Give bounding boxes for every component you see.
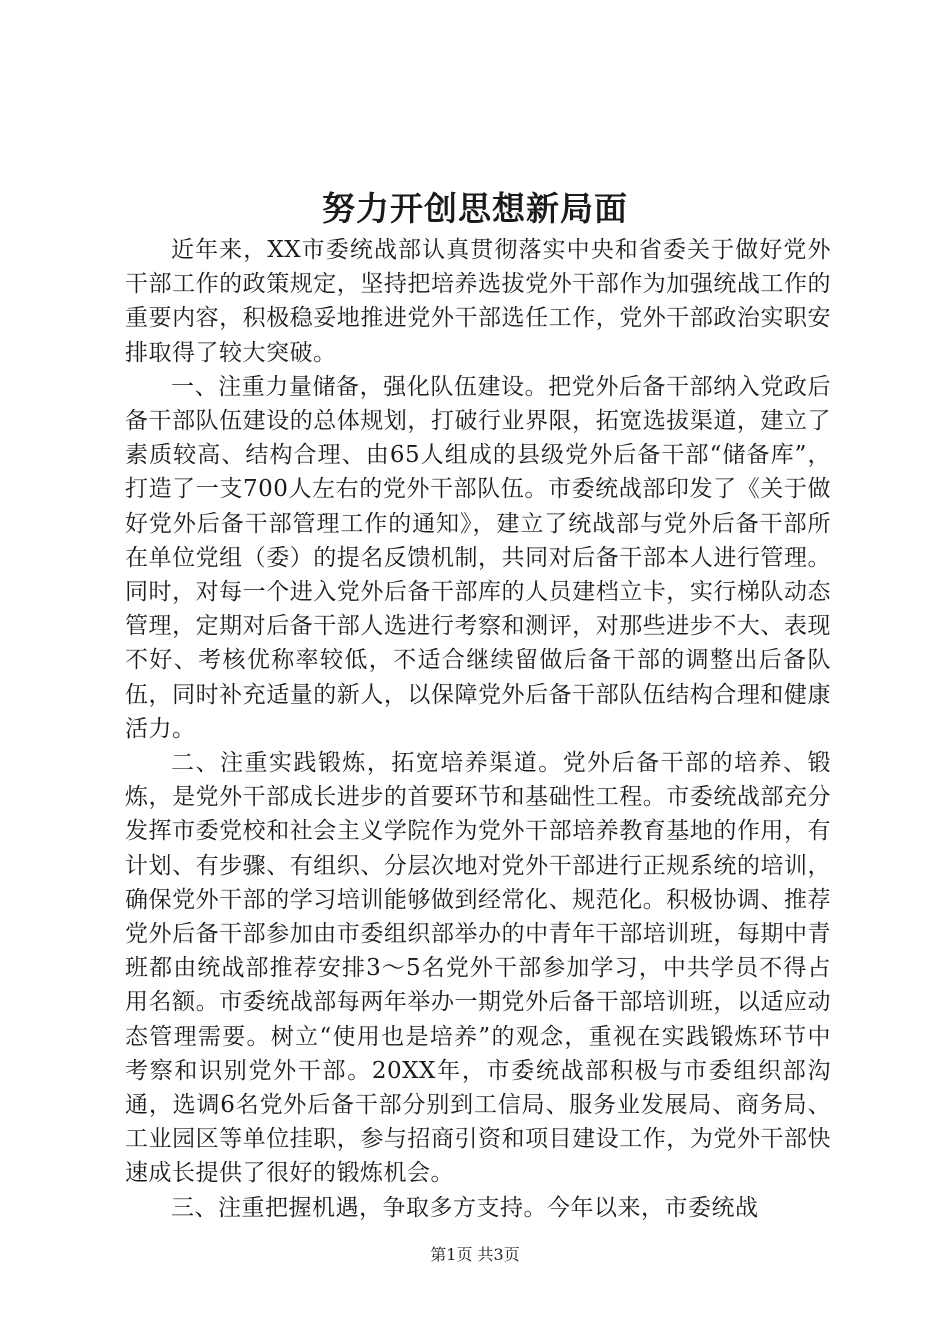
paragraph-intro: 近年来，XX市委统战部认真贯彻落实中央和省委关于做好党外干部工作的政策规定，坚持把培养选拔党外干部作为加强统战工作的重要内容，积极稳妥地推进党外干部选任工作，党外干部政治实职安排取得了较大突破。 xyxy=(125,237,831,366)
document-title: 努力开创思想新局面 xyxy=(322,189,628,228)
document-body xyxy=(125,233,831,1225)
paragraph-section-1: 一、注重力量储备，强化队伍建设。把党外后备干部纳入党政后备干部队伍建设的总体规划，打破行业界限，拓宽选拔渠道，建立了素质较高、结构合理、由65人组成的县级党外后备干部“储备库”，打造了一支700人左右的党外干部队伍。市委统战部印发了《关于做好党外后备干部管理工作的通知》，建立了统战部与党外后备干部所在单位党组（委）的提名反馈机制，共同对后备干部本人进行管理。同时，对每一个进入党外后备干部库的人员建档立卡，实行梯队动态管理，定期对后备干部人选进行考察和测评，对那些进步不大、表现不好、考核优称率较低，不适合继续留做后备干部的调整出后备队伍，同时补充适量的新人，以保障党外后备干部队伍结构合理和健康活力。 xyxy=(125,373,831,742)
paragraph-section-3: 三、注重把握机遇，争取多方支持。今年以来，市委统战 xyxy=(171,1194,759,1221)
page-number-footer: 第1页 共3页 xyxy=(430,1245,520,1264)
paragraph-section-2: 二、注重实践锻炼，拓宽培养渠道。党外后备干部的培养、锻炼，是党外干部成长进步的首要环节和基础性工程。市委统战部充分发挥市委党校和社会主义学院作为党外干部培养教育基地的作用，有计划、有步骤、有组织、分层次地对党外干部进行正规系统的培训，确保党外干部的学习培训能够做到经常化、规范化。积极协调、推荐党外后备干部参加由市委组织部举办的中青年干部培训班，每期中青班都由统战部推荐安排3～5名党外干部参加学习，中共学员不得占用名额。市委统战部每两年举办一期党外后备干部培训班，以适应动态管理需要。树立“使用也是培养”的观念，重视在实践锻炼环节中考察和识别党外干部。20XX年，市委统战部积极与市委组织部沟通，选调6名党外后备干部分别到工信局、服务业发展局、商务局、工业园区等单位挂职，参与招商引资和项目建设工作，为党外干部快速成长提供了很好的锻炼机会。 xyxy=(125,750,831,1187)
